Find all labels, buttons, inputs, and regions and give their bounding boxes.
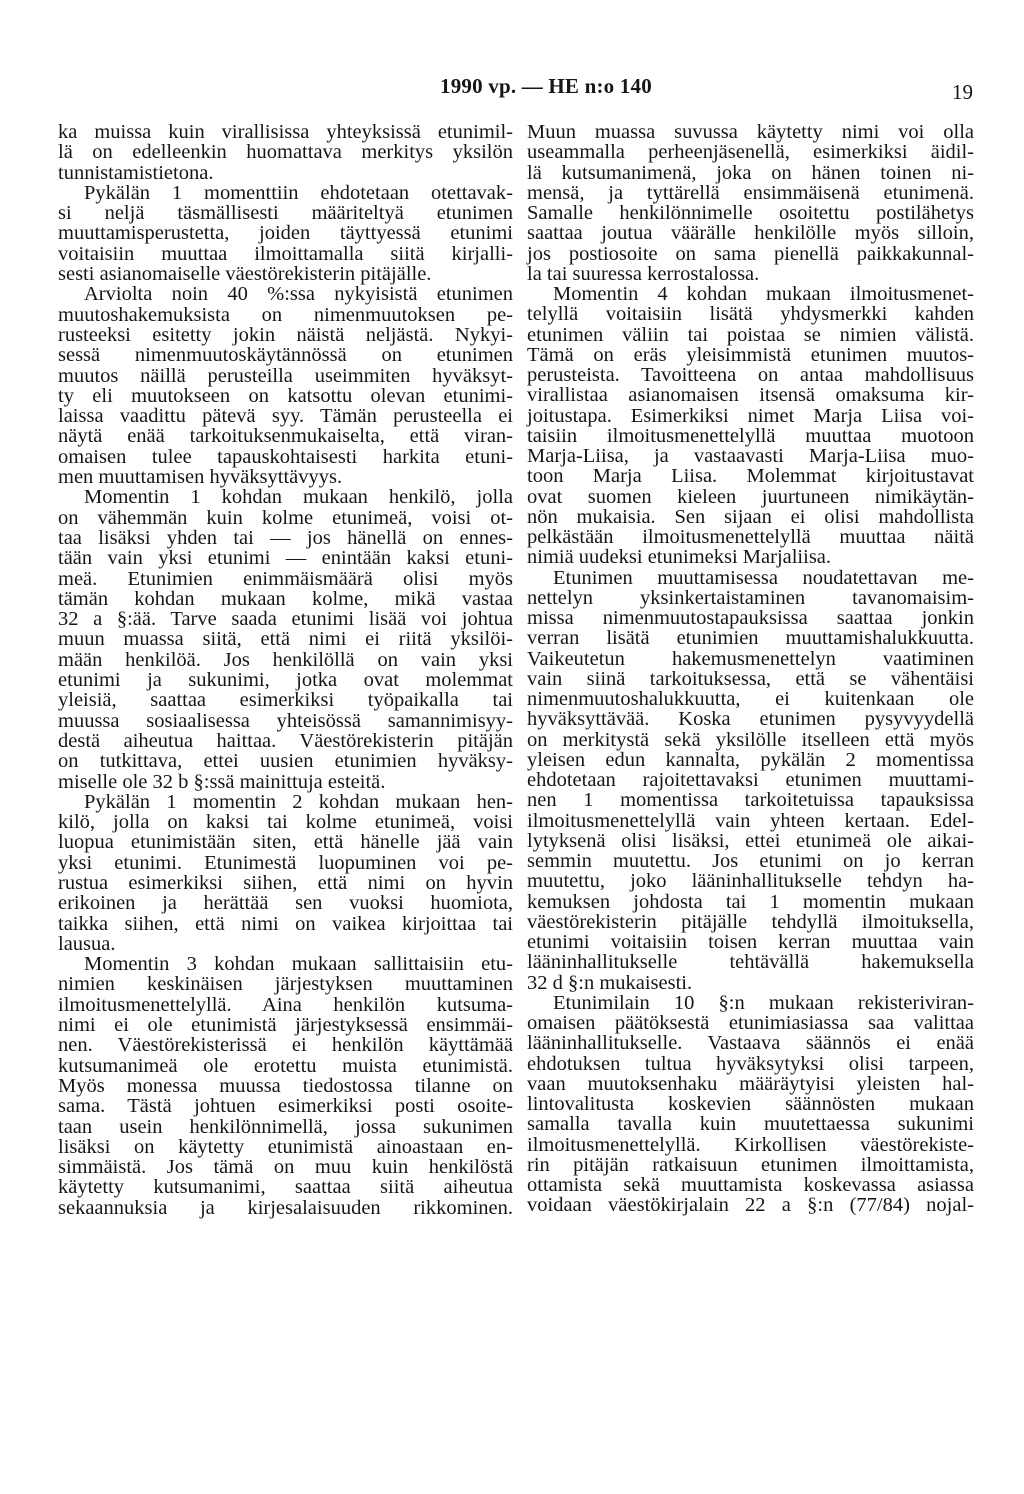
text-line: on merkitystä sekä yksilölle itselleen että myös <box>527 728 974 751</box>
text-line: men muuttamisen hyväksyttävyys. <box>58 466 343 489</box>
text-line: la tai suuressa kerrostalossa. <box>527 262 760 285</box>
text-line: muuttamisperustetta, joiden täyttyessä etunimi <box>58 222 513 245</box>
text-line: voidaan väestökirjalain 22 a §:n (77/84) nojal- <box>527 1194 974 1217</box>
text-line: mään henkilöä. Jos henkilöllä on vain yksi <box>58 648 513 671</box>
text-line: sesti asianomaiselle väestörekisterin pitäjälle. <box>58 263 432 286</box>
text-line: voitaisiin muuttaa ilmoittamalla siitä kirjalli- <box>58 242 513 265</box>
text-line: pelkästään ilmoitusmenettelyllä muuttaa näitä <box>527 526 974 548</box>
text-line: väestörekisterin pitäjälle tehdyllä ilmoituksella, <box>527 910 974 933</box>
text-line: ovat suomen kieleen juurtuneen nimikäytän- <box>527 485 974 508</box>
text-line: omaisen päätöksestä etunimiasiassa saa valittaa <box>527 1012 974 1034</box>
text-line: Momentin 4 kohdan mukaan ilmoitusmenet- <box>553 283 974 305</box>
text-line: simmäistä. Jos tämä on muu kuin henkilöstä <box>58 1156 513 1179</box>
text-line: hyväksyttävää. Koska etunimen pysyvyydellä <box>527 708 974 731</box>
page-header <box>0 74 1024 104</box>
text-line: Marja-Liisa, ja vastaavasti Marja-Liisa muo- <box>527 445 974 467</box>
text-line: nen. Väestörekisterissä ei henkilön käyttämää <box>58 1034 513 1057</box>
text-line: laissa vaadittu pätevä syy. Tämän perusteella ei <box>58 405 513 428</box>
text-line: taikka siihen, että nimi on vaikea kirjoittaa tai <box>58 912 513 935</box>
text-line: lausua. <box>58 932 116 955</box>
text-line: si neljä täsmällisesti määriteltyä etunimen <box>58 202 513 225</box>
text-line: ilmoitusmenettelyllä. Kirkollisen väestörekiste- <box>527 1133 974 1156</box>
text-line: Samalle henkilönnimelle osoitettu postilähetys <box>527 202 974 224</box>
text-line: on tutkittava, ettei uusien etunimien hyväksy- <box>58 750 513 773</box>
text-line: rin pitäjän ratkaisuun etunimen ilmoittamista, <box>527 1153 974 1176</box>
text-line: telyllä voitaisiin lisätä yhdysmerkki kahden <box>527 303 974 326</box>
text-line: Pykälän 1 momentin 2 kohdan mukaan hen- <box>84 790 513 813</box>
text-line: nimi ei ole etunimistä järjestyksessä ensimmäi- <box>58 1014 513 1037</box>
text-line: nettelyn yksinkertaistaminen tavanomaisim- <box>527 586 974 609</box>
text-line: nen 1 momentissa tarkoitetuissa tapauksissa <box>527 789 974 812</box>
text-line: kemuksen johdosta tai 1 momentin mukaan <box>527 890 974 913</box>
text-line: semmin muutettu. Jos etunimi on jo kerran <box>527 850 974 872</box>
text-line: erikoinen ja herättää sen vuoksi huomiota, <box>58 892 513 915</box>
text-line: vain siinä tarkoituksessa, että se vähentäisi <box>527 667 974 690</box>
text-line: ilmoitusmenettelyllä. Aina henkilön kutsuma- <box>58 993 513 1016</box>
text-line: kilö, jolla on kaksi tai kolme etunimeä, voisi <box>58 811 513 834</box>
text-line: Momentin 3 kohdan mukaan sallittaisiin etu- <box>84 953 513 976</box>
text-line: yksi etunimi. Etunimestä luopuminen voi pe- <box>58 851 513 874</box>
text-line: nimien keskinäisen järjestyksen muuttaminen <box>58 973 513 996</box>
text-line: missa nimenmuutostapauksissa saattaa jonkin <box>527 607 974 629</box>
text-line: ottamista sekä muuttamista koskevassa asiassa <box>527 1174 974 1196</box>
text-line: sekaannuksia ja kirjesalaisuuden rikkominen. <box>58 1196 513 1219</box>
left-column <box>58 122 513 1218</box>
text-line: useammalla perheenjäsenellä, esimerkiksi äidil- <box>527 141 974 164</box>
text-line: ehdotetaan rajoitettavaksi etunimen muuttami- <box>527 769 974 791</box>
text-line: rusteeksi esitetty jokin näistä neljästä. Nykyi- <box>58 323 513 346</box>
text-line: näytä enää tarkoituksenmukaiselta, että viran- <box>58 425 513 448</box>
text-line: lisäksi on käytetty etunimistä ainoastaan en- <box>58 1135 513 1158</box>
text-line: yleisen edun kannalta, pykälän 2 momentissa <box>527 748 974 771</box>
right-column <box>527 122 974 1216</box>
text-line: lintovalitusta koskevien säännösten mukaan <box>527 1093 974 1115</box>
text-line: kutsumanimeä ole erotettu muista etunimistä. <box>58 1054 513 1077</box>
text-line: lääninhallitukselle tehtävällä hakemuksella <box>527 951 974 974</box>
text-line: meä. Etunimien enimmäismäärä olisi myös <box>58 567 513 590</box>
text-line: 32 d §:n mukaisesti. <box>527 971 693 994</box>
text-line: ehdotuksen tultua hyväksytyksi olisi tarpeen, <box>527 1052 974 1075</box>
text-line: rustua esimerkiksi siihen, että nimi on hyvin <box>58 871 513 894</box>
text-line: yleisiä, saattaa esimerkiksi työpaikalla tai <box>58 689 513 712</box>
text-line: Myös monessa muussa tiedostossa tilanne on <box>58 1074 513 1097</box>
text-line: etunimi voitaisiin toisen kerran muuttaa vain <box>527 931 974 953</box>
text-line: muussa sosiaalisessa yhteisössä samannimisyy- <box>58 709 513 732</box>
text-line: toon Marja Liisa. Molemmat kirjoitustavat <box>527 465 974 488</box>
text-line: perusteista. Tavoitteena on antaa mahdollisuus <box>527 364 974 386</box>
text-line: virallistaa asianomaisen itsensä omaksuma kir- <box>527 384 974 407</box>
text-line: lä kutsumanimenä, joka on hänen toinen ni- <box>527 161 974 184</box>
text-line: Etunimilain 10 §:n mukaan rekisteriviran- <box>553 991 974 1014</box>
text-line: joitustapa. Esimerkiksi nimet Marja Liisa voi- <box>527 404 974 427</box>
text-line: Etunimen muuttamisessa noudatettavan me- <box>553 566 974 589</box>
text-line: tunnistamistietona. <box>58 161 214 184</box>
text-line: sessä nimenmuutoskäytännössä on etunimen <box>58 344 513 367</box>
text-line: Muun muassa suvussa käytetty nimi voi olla <box>527 121 974 143</box>
text-line: tään vain yksi etunimi — enintään kaksi etuni- <box>58 547 513 570</box>
text-line: ilmoitusmenettelyllä vain yhteen kertaan. Edel- <box>527 809 974 832</box>
text-line: mensä, ja tyttärellä ensimmäisenä etunimenä. <box>527 181 974 204</box>
text-line: sama. Tästä johtuen esimerkiksi posti osoite- <box>58 1095 513 1118</box>
text-line: Pykälän 1 momenttiin ehdotetaan otettavak- <box>84 181 513 204</box>
text-line: lääninhallitukselle. Vastaava säännös ei enää <box>527 1032 974 1055</box>
text-line: muun muassa siitä, että nimi ei riitä yksilöi- <box>58 628 513 651</box>
text-line: taa lisäksi yhden tai — jos hänellä on ennes- <box>58 526 513 549</box>
text-line: muutoshakemuksista on nimenmuutoksen pe- <box>58 303 513 326</box>
text-line: etunimi ja sukunimi, jotka ovat molemmat <box>58 669 513 692</box>
text-line: ty eli muutokseen on katsottu olevan etunimi- <box>58 384 513 407</box>
text-line: lä on edelleenkin huomattava merkitys yksilön <box>58 141 513 164</box>
header-title: 1990 vp. — HE n:o 140 <box>440 74 652 98</box>
text-line: luopua etunimistään siten, että hänelle jää vain <box>58 831 513 854</box>
text-line: miselle ole 32 b §:ssä mainittuja esteitä. <box>58 770 386 793</box>
text-line: nimiä uudeksi etunimeksi Marjaliisa. <box>527 546 832 569</box>
text-line: samalla tavalla kuin muutettaessa sukunimi <box>527 1113 974 1136</box>
text-line: destä aiheutua haittaa. Väestörekisterin pitäjän <box>58 729 513 752</box>
text-line: lytyksenä olisi lisäksi, ettei etunimeä ole aikai- <box>527 829 974 852</box>
text-line: on vähemmän kuin kolme etunimeä, voisi ot- <box>58 506 513 529</box>
text-line: 32 a §:ää. Tarve saada etunimi lisää voi johtua <box>58 608 513 631</box>
text-line: Momentin 1 kohdan mukaan henkilö, jolla <box>84 486 513 509</box>
text-line: jos postiosoite on sama pienellä paikkakunnal- <box>527 242 974 265</box>
text-line: muutettu, joko lääninhallitukselle tehdyn ha- <box>527 870 974 893</box>
text-line: vaan muutoksenhaku määräytyisi yleisten hal- <box>527 1072 974 1095</box>
text-line: saattaa joutua väärälle henkilölle myös silloin, <box>527 222 974 245</box>
text-line: muutos näillä perusteilla useimmiten hyväksyt- <box>58 364 513 387</box>
text-line: tämän kohdan mukaan kolme, mikä vastaa <box>58 587 513 610</box>
text-line: Tämä on eräs yleisimmistä etunimen muutos- <box>527 343 974 366</box>
text-line: omaisen tulee tapauskohtaisesti harkita etuni- <box>58 445 513 468</box>
page-number: 19 <box>952 80 973 104</box>
text-line: ka muissa kuin virallisissa yhteyksissä etunimil- <box>58 121 513 143</box>
text-line: verran lisätä etunimien muuttamishalukkuutta. <box>527 627 974 650</box>
text-line: nön mukaisia. Sen sijaan ei olisi mahdollista <box>527 505 974 528</box>
text-line: Arviolta noin 40 %:ssa nykyisistä etunimen <box>84 283 513 306</box>
text-line: nimenmuutoshalukkuutta, ei kuitenkaan ole <box>527 688 974 710</box>
text-line: taisiin ilmoitusmenettelyllä muuttaa muotoon <box>527 424 974 447</box>
text-line: Vaikeutetun hakemusmenettelyn vaatiminen <box>527 647 974 670</box>
text-line: etunimen väliin tai poistaa se nimien välistä. <box>527 323 974 346</box>
text-line: taan usein henkilönnimellä, jossa sukunimen <box>58 1115 513 1138</box>
text-line: käytetty kutsumanimi, saattaa siitä aiheutua <box>58 1176 513 1199</box>
